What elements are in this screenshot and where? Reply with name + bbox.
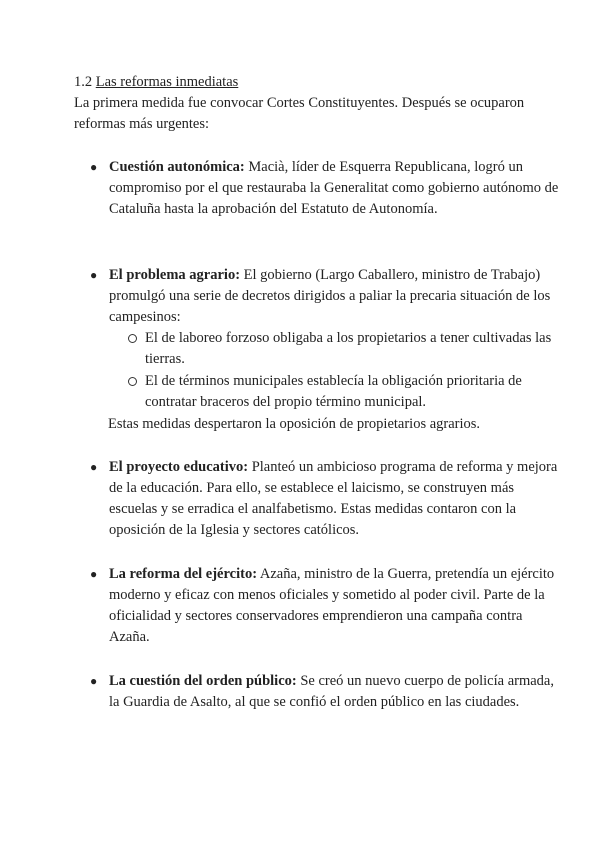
list-item-text [109, 457, 559, 541]
bullet-icon: ● [90, 268, 98, 282]
sub-list-item-text: El de laboreo forzoso obligaba a los propietarios a tener cultivadas las tierras. [145, 330, 552, 367]
list-item-body: El gobierno (Largo Caballero, ministro de Trabajo) promulgó una serie de decretos dirigidos a paliar la precaria situación de los campesinos: [109, 267, 551, 325]
bullet-icon: ● [90, 460, 98, 474]
hollow-circle-bullet-icon [128, 377, 137, 386]
section-number: 1.2 [74, 74, 93, 90]
sub-list-item-text: El de términos municipales establecía la obligación prioritaria de contratar braceros del propio término municipal. [145, 373, 522, 410]
list-item-body: Macià, líder de Esquerra Republicana, logró un compromiso por el que restauraba la Generalitat como gobierno autónomo de Cataluña hasta la aprobación del Estatuto de Autonomía. [109, 159, 559, 217]
list-item-note: Estas medidas despertaron la oposición de propietarios agrarios. [108, 416, 481, 432]
list-item-body: Azaña, ministro de la Guerra, pretendía un ejército moderno y eficaz con menos oficiales y sometido al poder civil. Parte de la oficialidad y sectores conservadores emprendieron una campaña contra Azaña. [109, 566, 555, 645]
list-item-label: La cuestión del orden público: [109, 673, 297, 689]
list-item-label: La reforma del ejército: [109, 566, 258, 582]
bullet-icon: ● [90, 674, 98, 688]
intro-paragraph: La primera medida fue convocar Cortes Constituyentes. Después se ocuparon reformas más urgentes: [74, 95, 525, 132]
list-item-body: Se creó un nuevo cuerpo de policía armada, la Guardia de Asalto, al que se confió el orden público en las ciudades. [109, 673, 554, 710]
list-item-body: Planteó un ambicioso programa de reforma y mejora de la educación. Para ello, se establece el laicismo, se construyen más escuelas y se erradica el analfabetismo. Estas medidas contaron con la oposición de la Iglesia y sectores católicos. [109, 459, 558, 538]
list-item-text [109, 265, 559, 328]
section-title: Las reformas inmediatas [95, 74, 239, 90]
bullet-icon: ● [90, 567, 98, 581]
list-item-text [109, 157, 559, 220]
list-item-label: Cuestión autonómica: [109, 159, 245, 175]
bullet-icon: ● [90, 160, 98, 174]
list-item-label: El proyecto educativo: [109, 459, 249, 475]
list-item-label: El problema agrario: [109, 267, 241, 283]
list-item-text [109, 671, 559, 713]
hollow-circle-bullet-icon [128, 334, 137, 343]
list-item-text [109, 564, 559, 648]
section-heading [74, 72, 554, 93]
